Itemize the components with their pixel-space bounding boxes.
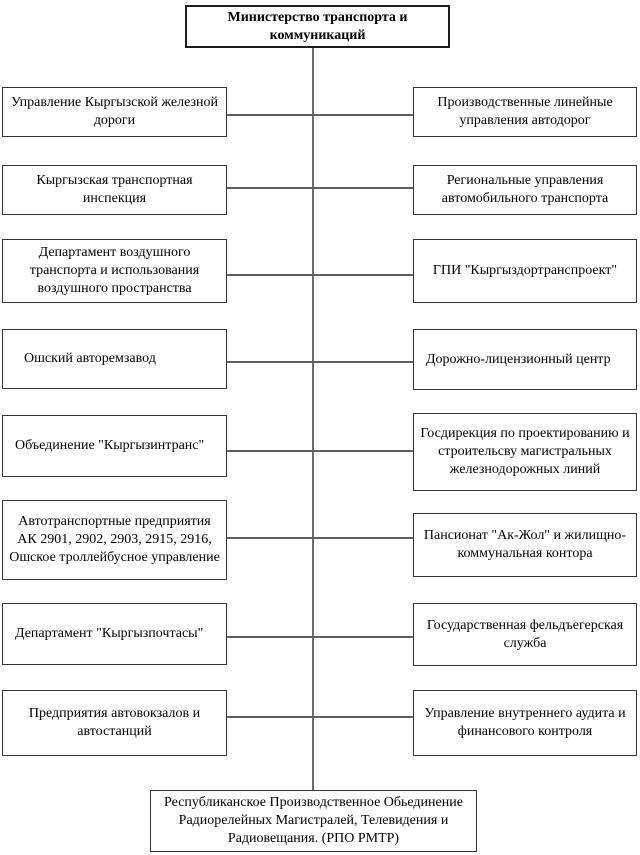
node-label: Государственная фельдъегерская служба xyxy=(426,617,624,651)
left-node-5 xyxy=(2,415,227,477)
connector-line xyxy=(226,450,414,452)
right-node-3 xyxy=(413,239,637,303)
node-label: Департамент воздушного транспорта и использования воздушного пространства xyxy=(29,245,200,296)
node-label: Дорожно-лицензионный центр xyxy=(426,351,611,367)
right-node-2 xyxy=(413,165,637,215)
left-node-1 xyxy=(2,87,227,137)
left-node-8 xyxy=(2,690,227,756)
right-node-7 xyxy=(413,603,637,666)
left-node-4 xyxy=(2,329,227,389)
node-label: Предприятия автовокзалов и автостанций xyxy=(28,706,201,739)
right-node-8 xyxy=(413,690,637,756)
node-label: Госдирекция по проектированию и строительсву магистральных железнодорожных линий xyxy=(420,426,630,477)
left-node-7 xyxy=(2,603,227,665)
node-label: Управление Кыргызской железной дороги xyxy=(10,95,219,128)
node-label: ГПИ "Кыргыздортранспроект" xyxy=(432,263,618,278)
node-label: Пансионат "Ак-Жол" и жилищно-коммунальная контора xyxy=(423,528,627,561)
connector-line xyxy=(226,361,414,363)
root-node-label: Министерство транспорта и коммуникаций xyxy=(227,9,408,43)
bottom-node-rpo-rmtr xyxy=(150,790,477,852)
node-label: Республиканское Производственное Обьединение Радиорелейных Магистралей, Телевидения и Радиовещания. (РПО РМТР) xyxy=(164,795,463,846)
node-label: Кыргызская транспортная инспекция xyxy=(36,173,193,206)
node-label: Управление внутреннего аудита и финансового контроля xyxy=(424,706,626,739)
connector-line xyxy=(226,636,414,638)
trunk-line xyxy=(312,48,314,790)
node-label: Объединение "Кыргызинтранс" xyxy=(15,438,205,453)
node-label: Автотранспортные предприятия АК 2901, 2902, 2903, 2915, 2916, Ошское троллейбусное управление xyxy=(9,514,220,565)
connector-line xyxy=(226,537,414,539)
left-node-3 xyxy=(2,239,227,303)
root-node-ministry xyxy=(185,5,450,48)
connector-line xyxy=(226,716,414,718)
node-label: Ошский авторемзавод xyxy=(24,351,156,366)
right-node-1 xyxy=(413,87,637,137)
connector-line xyxy=(226,114,414,116)
right-node-6 xyxy=(413,513,637,577)
right-node-4 xyxy=(413,329,637,390)
connector-line xyxy=(226,274,414,276)
connector-line xyxy=(226,187,414,189)
node-label: Региональные управления автомобильного транспорта xyxy=(441,173,609,206)
node-label: Департамент "Кыргызпочтасы" xyxy=(15,626,204,641)
right-node-5 xyxy=(413,413,637,491)
left-node-6 xyxy=(2,500,227,580)
node-label: Производственные линейные управления автодорог xyxy=(437,95,613,128)
left-node-2 xyxy=(2,165,227,215)
